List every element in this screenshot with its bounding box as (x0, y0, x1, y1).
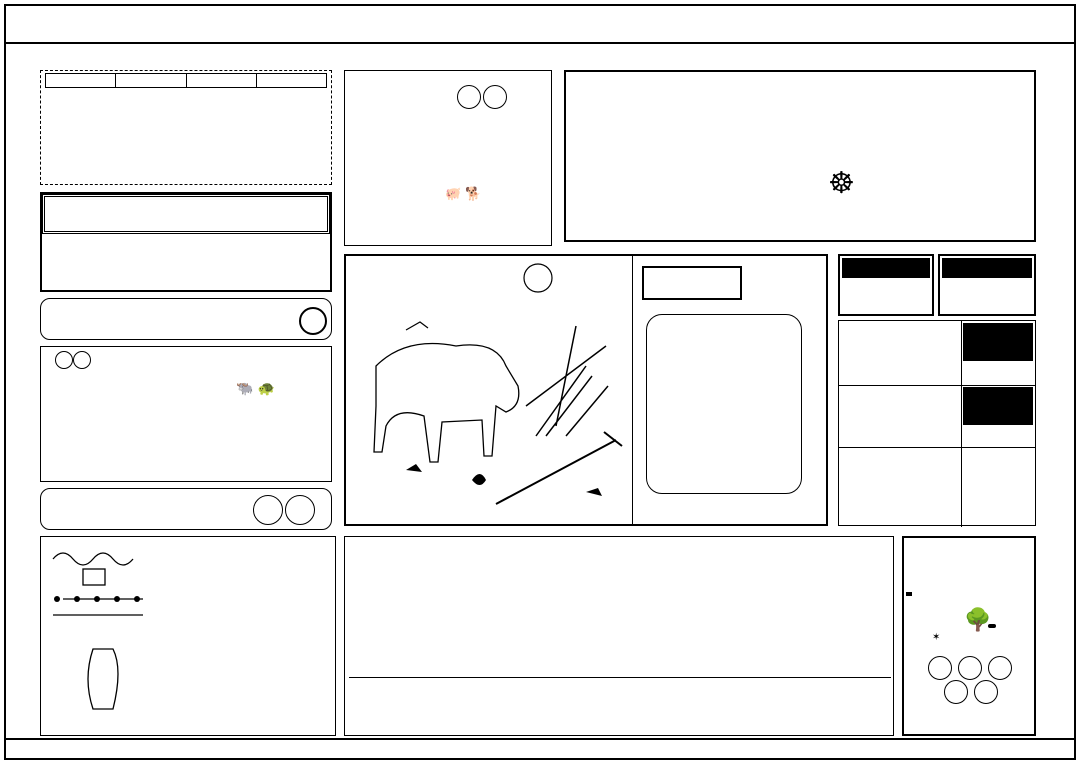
ten-foot-divider (349, 677, 891, 678)
money-tree-icon: 🌳 (964, 608, 992, 633)
strategy-ball-5 (974, 680, 998, 704)
lucky-lines (49, 351, 91, 405)
open-parity-label (942, 258, 1032, 278)
open-parity-panel (938, 254, 1036, 316)
strategy-ball-4 (944, 680, 968, 704)
strategy-ball-2 (958, 656, 982, 680)
dog-icon: 🐕 (465, 187, 482, 202)
bird-shape (406, 322, 428, 330)
tortoise-icon: 🐢 (257, 381, 276, 397)
sisters-panel (40, 488, 332, 530)
sisters-ball-1 (253, 495, 283, 525)
ingots-shape (406, 464, 602, 496)
sun-icon (524, 264, 552, 292)
bee-icon: ✶ (932, 632, 941, 643)
computer-panel (40, 192, 332, 292)
ox-icon: 🐃 (236, 381, 254, 397)
wheel-icon: ☸ (828, 166, 855, 201)
border-strip-top (8, 46, 1072, 64)
th-hot (116, 74, 186, 88)
dot-grid (507, 541, 891, 673)
pig-icon: 🐖 (445, 187, 462, 202)
story-panel (40, 536, 336, 736)
strategy-ball-1 (928, 656, 952, 680)
th-door (46, 74, 116, 88)
story-scroll-shapes (53, 553, 143, 709)
hoe-shape (496, 432, 622, 504)
recent-table-panel (40, 70, 332, 185)
computer-title (42, 194, 330, 234)
numbers-divider-2 (839, 447, 1035, 448)
recent-table (45, 73, 327, 88)
header-divider (4, 42, 1076, 44)
th-offer (256, 74, 326, 88)
lucky-ball-2 (73, 351, 91, 369)
story-illustration (43, 539, 155, 733)
open-size-label (842, 258, 930, 278)
numbers-panel (838, 320, 1036, 526)
bamboo-shape (526, 326, 608, 436)
ox-illustration (346, 256, 630, 524)
ox-shape (374, 344, 519, 463)
number-1-note (963, 323, 1033, 361)
lucky-panel (40, 346, 332, 482)
strategy-subtitle (906, 592, 912, 596)
illustration-panel (344, 254, 828, 526)
treasure-title (642, 266, 742, 300)
numbers-vline (961, 321, 962, 527)
number-2-note (963, 387, 1033, 425)
strategy-ball-3 (988, 656, 1012, 680)
zodiac-icons-2 (445, 187, 482, 202)
lhc-result-panel (40, 298, 332, 340)
special-this-ball-1 (457, 85, 481, 109)
illustration-divider (632, 256, 633, 524)
header-brand (180, 18, 188, 34)
sisters-ball-2 (285, 495, 315, 525)
border-strip-left (10, 66, 32, 734)
lucky-ball-1 (55, 351, 73, 369)
numbers-divider-1 (839, 385, 1035, 386)
ten-results-panel (344, 536, 894, 736)
footer-divider (4, 738, 1076, 740)
header-notice (8, 8, 168, 44)
th-weak (186, 74, 256, 88)
strategy-panel (902, 536, 1036, 736)
logo-panel (564, 70, 1036, 242)
lhc-special-ball (299, 307, 327, 335)
border-strip-right (1050, 66, 1072, 734)
treasure-scroll (646, 314, 802, 494)
special-this-panel (344, 70, 552, 246)
open-size-panel (838, 254, 934, 316)
special-this-ball-2 (483, 85, 507, 109)
zodiac-icons (236, 381, 275, 397)
